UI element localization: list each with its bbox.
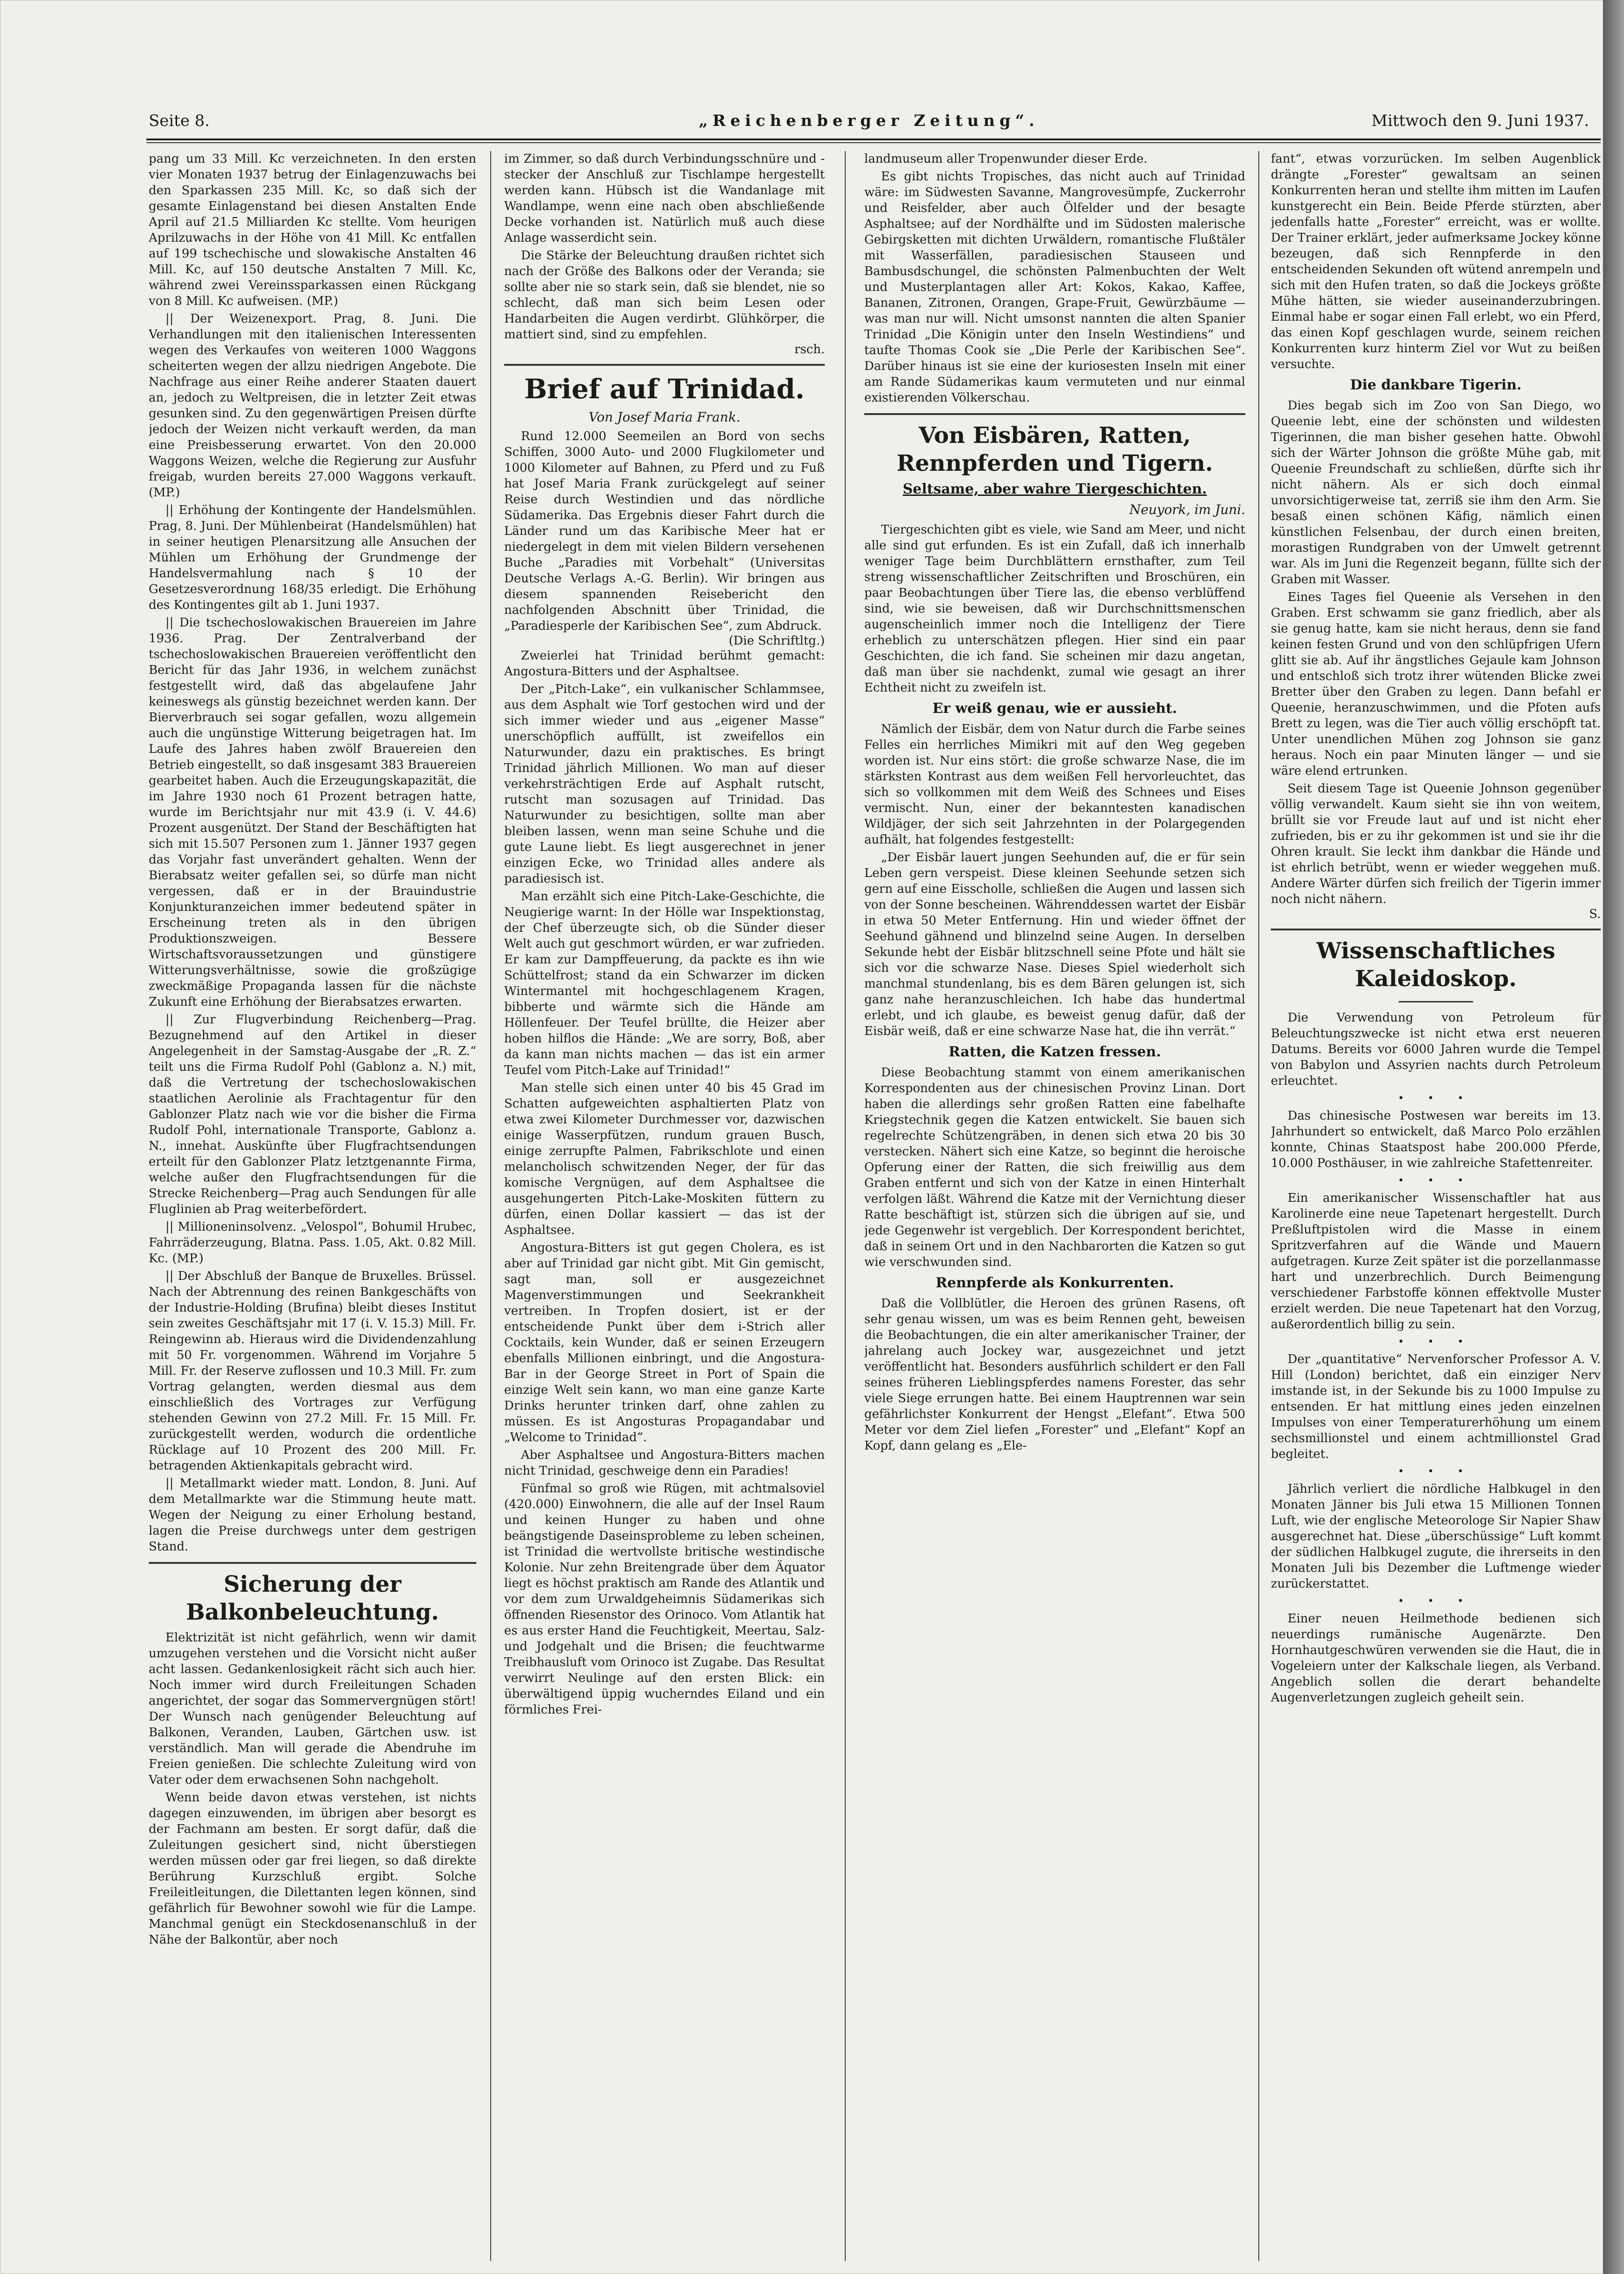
byline: Von Josef Maria Frank.: [588, 409, 741, 425]
news-item-flight-connection: || Zur Flugverbindung Reichenberg—Prag. Bezugnehmend auf den Artikel in dieser Angelegenheit in der Samstag-Ausgabe der „R. Z.“ teilt uns die Firma Rudolf Pohl (Gablonz a. N.) mit, daß die Vertretung der tschechoslowakischen staatlichen Aerolinie als Frachtagentur für den Gablonzer Platz nach wie vor die bisher die Firma Rudolf Pohl, internationale Transporte, Gablonz a. N., innehat. Auskünfte über Flugfrachtsendungen erteilt für den Gablonzer Platz letztgenannte Firma, welche außer den Flugfrachtsendungen für die Strecke Reichenberg—Prag auch Sendungen für alle Fluglinien ab Prag weiterbefördert.: [149, 1013, 476, 1216]
page-number: Seite 8.: [149, 112, 210, 130]
article-paragraph: Fünfmal so groß wie Rügen, mit achtmalsoviel (420.000) Einwohnern, die alle auf der Insel Raum und keinen Hunger zu haben und ohne beängstigende Daseinsprobleme zu leben scheinen, ist Trinidad die wertvollste britische westindische Kolonie. Nur zehn Breitengrade über dem Äquator liegt es höchst praktisch am Rande des Atlantik und vor dem zum Urwaldgeheimnis Südamerikas sich öffnenden Riesenstor des Orinoco. Vom Atlantik hat es aus erster Hand die Feuchtigkeit, Meertau, Salz- und Jodgehalt und die Brisen; die feuchtwarme Treibhausluft vom Orinoco ist Zugabe. Das Resultat verwirrt Neulinge auf den ersten Blick: ein überwältigend üppig wucherndes Eiland und ein förmliches Frei-: [504, 1482, 825, 1717]
section-subheading: Die dankbare Tigerin.: [1350, 377, 1522, 393]
column-2: [504, 151, 825, 2261]
column-rule: [845, 151, 846, 2261]
article-paragraph: Tiergeschichten gibt es viele, wie Sand am Meer, und nicht alle sind gut erfunden. Es ist ein Zufall, daß ich innerhalb weniger Tage beim Durchblättern ernsthafter, zum Teil streng wissenschaftlicher Zeitschriften und Broschüren, ein paar Beobachtungen über Tiere las, die ebenso verblüffend sind, wie sie beweisen, daß wir Durchschnittsmenschen augenscheinlich immer noch die Intelligenz der Tiere erheblich zu unterschätzen pflegen. Hier sind ein paar Geschichten, die ich fand. Sie scheinen mir dazu angetan, daß man über sie nachdenkt, zumal wie gesagt an ihrer Echtheit nicht zu zweifeln ist.: [864, 523, 1245, 695]
article-paragraph: Diese Beobachtung stammt von einem amerikanischen Korrespondenten aus der chinesischen Provinz Linan. Dort haben die allerdings sehr großen Ratten eine fabelhafte Kriegstechnik gegen die Katzen entwickelt. Sie bauen sich regelrechte Schützengräben, in denen sich etwa 20 bis 30 verstecken. Nähert sich eine Katze, so beginnt die heroische Opferung einer der Ratten, die sich freiwillig aus dem Graben entfernt und sich von der Katze in einen Hinterhalt verfolgen läßt. Während die Katze mit der Vernichtung dieser Ratte beschäftigt ist, stürzen sich die übrigen auf sie, und jede Gegenwehr ist vergeblich. Der Korrespondent berichtet, daß in seinem Ort und in den Nachbarorten die Katzen so gut wie verschwunden sind.: [864, 1066, 1245, 1269]
news-item-mill-quota: || Erhöhung der Kontingente der Handelsmühlen. Prag, 8. Juni. Der Mühlenbeirat (Handelsmühlen) hat in seiner heutigen Plenarsitzung alle Ansuchen der Mühlen um Erhöhung der Grundmenge der Handelsvermahlung nach § 10 der Gesetzesverordnung 168/35 erledigt. Die Erhöhung des Kontingentes gilt ab 1. Juni 1937.: [149, 503, 476, 612]
article-headline: Sicherung der Balkonbeleuchtung.: [186, 1571, 439, 1625]
separator-dots: • • •: [1398, 1595, 1474, 1607]
news-item-breweries: || Die tschechoslowakischen Brauereien im Jahre 1936. Prag. Der Zentralverband der tschechoslowakischen Brauereien veröffentlicht den Bericht für das Jahr 1936, in welchem zunächst festgestellt wird, daß das abgelaufene Jahr keineswegs als günstig bezeichnet werden kann. Der Bierverbrauch sei sogar gefallen, wozu allgemein auch die ungünstige Witterung beigetragen hat. Im Laufe des Jahres haben zwölf Brauereien den Betrieb eingestellt, so daß insgesamt 383 Brauereien gearbeitet haben. Auch die Erzeugungskapazität, die im Jahre 1930 noch 61 Prozent betragen hatte, wurde im Berichtsjahr nur mit 43.9 (i. V. 44.6) Prozent ausgenützt. Der Stand der Beschäftigten hat sich mit 15.507 Personen zum 1. Jänner 1937 gegen das Vorjahr fast unverändert gehalten. Wenn der Bierabsatz weiter gefallen sei, so dürfe man nicht vergessen, daß er in der Brauindustrie Konjunkturanzeichen immer bedeutend später in Erscheinung treten als in den übrigen Produktionszweigen. Bessere Wirtschaftsvoraussetzungen und günstigere Witterungsverhältnisse, sowie die großzügige zweckmäßige Propaganda lassen für die nächste Zukunft eine Erhöhung der Bierabsatzes erwarten.: [149, 616, 476, 1009]
article-paragraph: im Zimmer, so daß durch Verbindungsschnüre und -stecker der Anschluß zur Tischlampe hergestellt werden kann. Hübsch ist die Wandanlage mit Wandlampe, wenn eine nach oben abschließende Decke vorhanden ist. Natürlich muß auch diese Anlage wasserdicht sein.: [504, 152, 825, 245]
headline-underline: [1399, 1001, 1473, 1002]
article-paragraph: Es gibt nichts Tropisches, das nicht auch auf Trinidad wäre: im Südwesten Savanne, Mangrovesümpfe, Zuckerrohr und Reisfelder, aber auch Ölfelder und der besagte Asphaltsee; auf der Nordhälfte und im Südosten malerische Gebirgsketten mit dichten Urwäldern, romantische Flußtäler mit Wasserfällen, paradiesischen Stauseen und Bambusdschungel, die schönsten Palmenbuchten der Welt und Musterplantagen aller Art: Kokos, Kakao, Kaffee, Bananen, Zitronen, Orangen, Grape-Fruit, Gewürzbäume — was man nur will. Nicht umsonst nannten die alten Spanier Trinidad „Die Königin unter den Inseln Westindiens“ und taufte Thomas Cook sie „Die Perle der Karibischen See“. Darüber hinaus ist sie eine der kuriosesten Inseln mit einer am Rande Südamerikas kaum vermuteten und nur einmal existierenden Völkerschau.: [864, 170, 1245, 405]
section-rule: [149, 1562, 476, 1564]
section-subheading: Ratten, die Katzen fressen.: [948, 1044, 1161, 1060]
column-4: [1271, 151, 1601, 2261]
article-paragraph: landmuseum aller Tropenwunder dieser Erde.: [864, 152, 1148, 166]
separator-dots: • • •: [1398, 1093, 1474, 1104]
article-paragraph: Daß die Vollblütler, die Heroen des grünen Rasens, oft sehr genau wissen, um was es beim Rennen geht, beweisen die Beobachtungen, die ein alter amerikanischer Trainer, der jahrelang auch Jockey war, ausgezeichnet und jetzt veröffentlicht hat. Besonders ausführlich schildert er den Fall seines früheren Lieblingspferdes namens Forester, das sehr viele Siege errungen hatte. Bei einem Hauptrennen war sein gefährlichster Konkurrent der Hengst „Elefant“. Etwa 500 Meter vor dem Ziel liefen „Forester“ und „Elefant“ Kopf an Kopf, dann gelang es „Ele-: [864, 1297, 1245, 1453]
header-rule: [146, 138, 1601, 140]
article-paragraph: Jährlich verliert die nördliche Halbkugel in den Monaten Jänner bis Juli etwa 15 Millionen Tonnen Luft, wie der englische Meteorologe Sir Napier Shaw ausgerechnet hat. Diese „überschüssige“ Luft kommt der südlichen Halbkugel zugute, die ihrerseits in den Monaten Juli bis Dezember die Luftmenge wieder zurückerstattet.: [1271, 1482, 1601, 1591]
header-rule-thin: [146, 142, 1601, 143]
article-headline: Brief auf Trinidad.: [524, 373, 805, 405]
article-paragraph: Das chinesische Postwesen war bereits im 13. Jahrhundert so entwickelt, daß Marco Polo erzählen konnte, Chinas Staatspost habe 200.000 Pferde, 10.000 Posthäuser, in wie zahlreiche Stafettenreiter.: [1271, 1109, 1601, 1170]
article-paragraph: Elektrizität ist nicht gefährlich, wenn wir damit umzugehen verstehen und die Vorsicht nicht außer acht lassen. Gedankenlosigkeit rächt sich auch hier. Noch immer wird durch Freileitungen Schaden angerichtet, der sogar das Sommervergnügen stört! Der Wunsch nach genügender Beleuchtung auf Balkonen, Veranden, Lauben, Gärtchen usw. ist verständlich. Man will gerade die Abendruhe im Freien genießen. Die schlechte Zuleitung wird von Vater oder dem erwachsenen Sohn nachgeholt.: [149, 1631, 476, 1787]
article-paragraph: Man stelle sich einen unter 40 bis 45 Grad im Schatten aufgeweichten asphaltierten Platz von etwa zwei Kilometer Durchmesser vor, dazwischen einige Wasserpfützen, rundum grauen Busch, einige zerrupfte Palmen, Fabrikschlote und einen melancholisch schwitzenden Neger, der für das komische Vergnügen, auf dem Asphaltsee die ausgehungerten Pitch-Lake-Moskiten füttern zu dürfen, einen Dollar kassiert — das ist der Asphaltsee.: [504, 1081, 825, 1237]
column-rule: [490, 151, 491, 2261]
news-item-metal-market: || Metallmarkt wieder matt. London, 8. Juni. Auf dem Metallmarkte war die Stimmung heute matt. Wegen der Neigung zu einer Erholung bestand, lagen die Preise durchwegs unter dem gestrigen Stand.: [149, 1476, 476, 1554]
author-initials: S.: [1589, 907, 1601, 921]
section-subheading: Rennpferde als Konkurrenten.: [935, 1275, 1174, 1291]
author-initials: rsch.: [794, 343, 825, 356]
section-rule: [864, 413, 1245, 415]
news-item-banque-bruxelles: || Der Abschluß der Banque de Bruxelles. Brüssel. Nach der Abtrennung des reinen Bankgeschäfts von der Industrie-Holding (Brufina) bleibt dieses Institut sein zweites Geschäftsjahr mit 17 (i. V. 15.3) Mill. Fr. Reingewinn ab. Hieraus wird die Dividendenzahlung mit 50 Fr. vorgenommen. Während im Vorjahre 5 Mill. Fr. der Reserve zuflossen und 10.3 Mill. Fr. zum Vortrag gelangten, werden diesmal aus dem einschließlich des Vortrages zur Verfügung stehenden Gewinn von 27.2 Mill. Fr. 15 Mill. Fr. zurückgestellt werden, wodurch die ordentliche Rücklage auf 10 Prozent des 200 Mill. Fr. betragenden Aktienkapitals gebracht wird.: [149, 1269, 476, 1473]
article-paragraph: Einer neuen Heilmethode bedienen sich neuerdings rumänische Augenärzte. Den Hornhautgeschwüren verwenden sie die Haut, die in Vogeleiern unter der Kalkschale liegen, als Verband. Angeblich sollen die derart behandelte Augenverletzungen zugleich geheilt sein.: [1271, 1612, 1601, 1705]
newspaper-title: „Reichenberger Zeitung“.: [698, 112, 1039, 130]
article-paragraph: Aber Asphaltsee und Angostura-Bitters machen nicht Trinidad, geschweige denn ein Paradies!: [504, 1448, 825, 1478]
section-rule: [1271, 929, 1601, 930]
separator-dots: • • •: [1398, 1466, 1474, 1477]
issue-date: Mittwoch den 9. Juni 1937.: [1371, 112, 1589, 130]
article-paragraph: Die Stärke der Beleuchtung draußen richtet sich nach der Größe des Balkons oder der Veranda; sie sollte aber nie so stark sein, daß sie blendet, nie so schlecht, daß man sich beim Lesen oder Handarbeiten die Augen verdirbt. Glühkörper, die mattiert sind, sind zu empfehlen.: [504, 249, 825, 342]
article-paragraph: Zweierlei hat Trinidad berühmt gemacht: Angostura-Bitters und der Asphaltsee.: [504, 649, 825, 679]
section-subheading: Er weiß genau, wie er aussieht.: [932, 700, 1177, 717]
article-headline: Von Eisbären, Ratten, Rennpferden und Tigern.: [896, 422, 1213, 476]
editorial-note: (Die Schriftltg.): [729, 634, 825, 648]
article-paragraph: Nämlich der Eisbär, dem von Natur durch die Farbe seines Felles ein herrliches Mimikri mit auf den Weg gegeben worden ist. Nur eins stört: die große schwarze Nase, die im stärksten Kontrast aus dem weißen Fell hervorleuchtet, das sich so vollkommen mit dem Weiß des Schnees und Eises vermischt. Nun, einer der bekanntesten kanadischen Wildjäger, der sich seit Jahrzehnten in der Polargegenden aufhält, hat folgendes festgestellt:: [864, 722, 1245, 847]
article-paragraph: Man erzählt sich eine Pitch-Lake-Geschichte, die Neugierige warnt: In der Hölle war Inspektionstag, der Chef überzeugte sich, ob die Sünder dieser Welt auch gut geschmort würden, er war zufrieden. Er kam zur Dampffeuerung, da packte es ihn wie Schüttelfrost; stand da ein Schwarzer im dicken Wintermantel mit hochgeschlagenem Kragen, bibberte und wärmte sich die Hände am Höllenfeuer. Der Teufel brüllte, die Heizer aber hoben hilflos die Hände: „We are sorry, Boß, aber da kann man nichts machen — das ist ein armer Teufel vom Pitch-Lake auf Trinidad!“: [504, 890, 825, 1077]
article-subheadline: Seltsame, aber wahre Tiergeschichten.: [902, 481, 1207, 497]
separator-dots: • • •: [1398, 1175, 1474, 1186]
column-3: [864, 151, 1245, 2261]
article-paragraph: Die Verwendung von Petroleum für Beleuchtungszwecke ist nicht etwa erst neueren Datums. Bereits vor 6000 Jahren wurde die Tempel von Babylon und Assyrien nachts durch Petroleum erleuchtet.: [1271, 1011, 1601, 1088]
article-paragraph: Wenn beide davon etwas verstehen, ist nichts dagegen einzuwenden, im übrigen aber besorgt es der Fachmann am besten. Er sorgt dafür, daß die Zuleitungen gesichert sind, nicht überstiegen werden müssen oder gar frei liegen, so daß direkte Berührung Kurzschluß ergibt. Solche Freileitleitungen, die Dilettanten legen können, sind gefährlich für Bewohner sowohl wie für die Lampe. Manchmal genügt ein Steckdosenanschluß in der Nähe der Balkontür, aber noch: [149, 1791, 476, 1947]
column-1: [149, 151, 476, 2261]
intro-paragraph: Rund 12.000 Seemeilen an Bord von sechs Schiffen, 3000 Auto- und 2000 Flugkilometer und 1000 Kilometer auf Bahnen, zu Pferd und zu Fuß hat Josef Maria Frank zurückgelegt auf seiner Reise durch Westindien und das nördliche Südamerika. Das Ergebnis dieser Fahrt durch die Länder rund um das Karibische Meer hat er niedergelegt in dem mit vielen Bildern versehenen Buche „Paradies mit Vorbehalt“ (Universitas Deutsche Verlags A.-G. Berlin). Wir bringen aus diesem spannenden Reisebericht den nachfolgenden Abschnitt über Trinidad, die „Paradiesperle der Karibischen See“, zum Abdruck.: [504, 429, 825, 633]
article-paragraph: Der „Pitch-Lake“, ein vulkanischer Schlammsee, aus dem Asphalt wie Torf gestochen wird und der sich immer wieder und aus „eigener Masse“ unerschöpflich auffüllt, ist zweifellos ein Naturwunder, dazu ein praktisches. Es bringt Trinidad jährlich Millionen. Wo man auf dieser verkehrsträchtigen Erde auf Asphalt rutscht, rutscht man sozusagen auf Trinidad. Das Naturwunder zu besichtigen, sollte man aber bleiben lassen, wenn man seine Schuhe und die gute Laune liebt. Es liegt ausgerechnet in jener einzigen Ecke, wo Trinidad alles andere als paradiesisch ist.: [504, 682, 825, 886]
article-paragraph: fant“, etwas vorzurücken. Im selben Augenblick drängte „Forester“ gewaltsam an seinen Konkurrenten heran und stellte ihm mitten im Laufen kunstgerecht ein Bein. Beide Pferde stürzten, aber jedenfalls hatte „Forester“ erreicht, was er wollte. Der Trainer erklärt, jeder aufmerksame Jockey könne bezeugen, daß sich Rennpferde in den entscheidenden Sekunden oft wütend anrempeln und sich mit den Hufen traten, so daß die Jockeys größte Mühe hätten, sie wieder auseinanderzubringen. Einmal habe er sogar einen Fall erlebt, wo ein Pferd, das einen Kopf geschlagen wurde, seinem reichen Konkurrenten kurz hinterm Ziel vor Wut zu beißen versuchte.: [1271, 152, 1601, 371]
section-rule: [504, 364, 825, 366]
article-paragraph: Ein amerikanischer Wissenschaftler hat aus Karolinerde eine neue Tapetenart hergestellt. Durch Preßluftpistolen wird die Masse in einem Spritzverfahren auf die Wände und Mauern aufgetragen. Kurze Zeit später ist die porzellanmasse hart und unzerbrechlich. Durch Beimengung verschiedener Farbstoffe können effektvolle Muster erzielt werden. Die neue Tapetenart hat den Vorzug, außerordentlich billig zu sein.: [1271, 1191, 1601, 1331]
separator-dots: • • •: [1398, 1336, 1474, 1348]
article-paragraph: Eines Tages fiel Queenie als Versehen in den Graben. Erst schwamm sie ganz friedlich, aber als sie genug hatte, kam sie nicht heraus, denn sie fand keinen festen Grund und von den schlüpfrigen Ufern glitt sie ab. Auf ihr ängstliches Gejaule kam Johnson und entschloß sich trotz ihrer wütenden Blicke zwei Bretter über den Graben zu legen. Dann befahl er Queenie, heranzuschwimmen, und die Pfoten aufs Brett zu legen, was die Tier auch völlig erschöpft tat. Unter unendlichen Mühen zog Johnson sie ganz heraus. Noch ein paar Minuten länger — und sie wäre elend ertrunken.: [1271, 590, 1601, 778]
article-paragraph: pang um 33 Mill. Kc verzeichneten. In den ersten vier Monaten 1937 betrug der Einlagenzuwachs bei den Sparkassen 235 Mill. Kc, so daß sich der gesamte Einlagenstand bei diesen Anstalten Ende April auf 21.5 Milliarden Kc stellte. Vom heurigen Aprilzuwachs in der Höhe von 41 Mill. Kc entfallen auf 199 tschechische und slowakische Anstalten 46 Mill. Kc, auf 150 deutsche Anstalten 7 Mill. Kc, während zwei Vereinssparkassen einen Rückgang von 8 Mill. Kc aufweisen. (MP.): [149, 152, 476, 308]
news-item-wheat-export: || Der Weizenexport. Prag, 8. Juni. Die Verhandlungen mit den italienischen Interessenten wegen des Verkaufes von weiteren 1000 Waggons scheiterten wegen der allzu niedrigen Angebote. Die Nachfrage aus einer Reihe anderer Staaten dauert an, jedoch zu Weltpreisen, die in letzter Zeit etwas gesunken sind. Zu den gegenwärtigen Preisen dürfte jedoch der Weizen nicht verkauft werden, da man eine Preisbesserung erwartet. Von den 20.000 Waggons Weizen, welche die Regierung zur Ausfuhr freigab, wurden bereits 27.000 Waggons verkauft. (MP.): [149, 312, 476, 500]
article-headline: Wissenschaftliches Kaleidoskop.: [1316, 938, 1555, 992]
article-paragraph: Der „quantitative“ Nervenforscher Professor A. V. Hill (London) berichtet, daß ein einziger Nerv imstande ist, in der Sekunde bis zu 1000 Impulse zu entsenden. Er hat mittlung eines jeden einzelnen Impulses von einer Temperaturerhöhung um einem sechsmillionstel und einem achtmillionstel Grad begleitet.: [1271, 1352, 1601, 1461]
article-paragraph: Angostura-Bitters ist gut gegen Cholera, es ist aber auf Trinidad gar nicht gibt. Mit Gin gemischt, sagt man, soll er ausgezeichnet Magenverstimmungen und Seekrankheit vertreiben. In Tropfen dosiert, ist er der entscheidende Punkt über dem i-Strich aller Cocktails, kein Wunder, daß er seinen Erzeugern ebenfalls Millionen einbringt, und die Angostura-Bar in der George Street in Port of Spain die einzige Welt sein kann, wo man eine ganze Karte Drinks herunter trinken darf, ohne zahlen zu müssen. Es ist Angosturas Propagandabar und „Welcome to Trinidad“.: [504, 1241, 825, 1444]
scan-edge: [1603, 0, 1624, 2274]
article-paragraph: „Der Eisbär lauert jungen Seehunden auf, die er für sein Leben gern verspeist. Diese kleinen Seehunde setzen sich gern auf eine Eisscholle, schließen die Augen und lassen sich von der Sonne bescheinen. Währenddessen wartet der Eisbär in etwa 50 Meter Entfernung. Hin und wieder öffnet der Seehund gähnend und blinzelnd seine Augen. In derselben Sekunde hebt der Eisbär blitzschnell seine Pfote und hält sie sich vor die schwarze Nase. Dieses Spiel wiederholt sich manchmal stundenlang, bis es dem Bären gelungen ist, sich ganz nahe heranzuschleichen. Ich habe das hundertmal erlebt, und ich glaube, es beweist genug dafür, daß der Eisbär weiß, daß er eine schwarze Nase hat, die ihn verrät.“: [864, 850, 1245, 1038]
article-paragraph: Dies begab sich im Zoo von San Diego, wo Queenie lebt, eine der schönsten und wildesten Tigerinnen, die man bisher gesehen hatte. Obwohl sich der Wärter Johnson die größte Mühe gab, mit Queenie Freundschaft zu schließen, dürfte sich ihr nicht nähern. Als er sich doch einmal unvorsichtigerweise tat, zerriß sie ihm den Arm. Sie besaß einen schönen Käfig, nämlich einen künstlichen Felsenbau, der durch einen breiten, morastigen Rundgraben von der Umwelt getrennt war. Als im Juni die Regenzeit begann, füllte sich der Graben mit Wasser.: [1271, 399, 1601, 587]
dateline: Neuyork, im Juni.: [1129, 502, 1245, 517]
column-rule: [1258, 151, 1259, 2261]
article-paragraph: Seit diesem Tage ist Queenie Johnson gegenüber völlig verwandelt. Kaum sieht sie ihn von weitem, brüllt sie vor Freude laut auf und ist nicht eher zufrieden, bis er zu ihr gekommen ist und sie ihr die Ohren krault. Sie leckt ihm dankbar die Hände und ist ehrlich betrübt, wenn er wieder weggehen muß. Andere Wärter dürfen sich freilich der Tigerin immer noch nicht nähern.: [1271, 782, 1601, 906]
news-item-insolvency: || Millioneninsolvenz. „Velospol“, Bohumil Hrubec, Fahrräderzeugung, Blatna. Pass. 1.05, Akt. 0.82 Mill. Kc. (MP.): [149, 1220, 476, 1266]
